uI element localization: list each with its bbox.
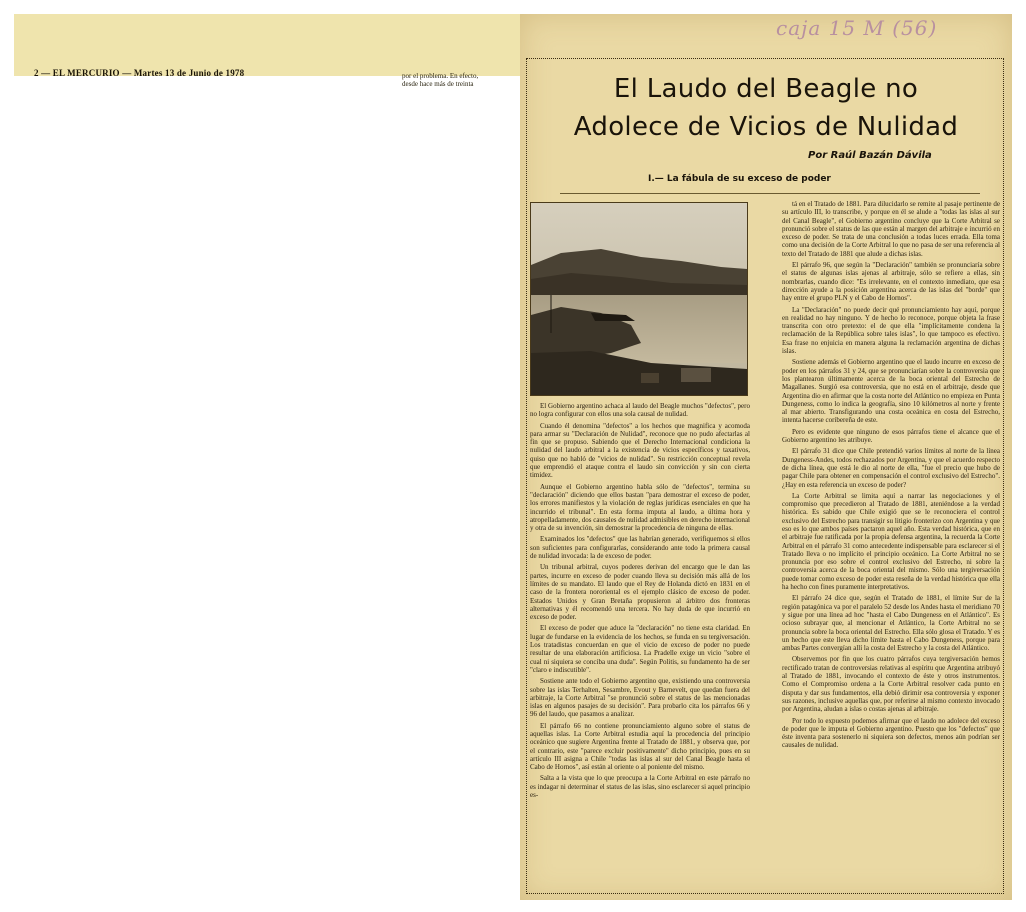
header-snippet-line2: desde hace más de treinta (402, 80, 474, 88)
article-paragraph: El Gobierno argentino achaca al laudo del Beagle muchos "defectos", pero no logra configurar con ellos una sola causal de nulidad. (530, 402, 750, 419)
article-subheading: I.— La fábula de su exceso de poder (648, 174, 831, 184)
photo-landscape-image (531, 203, 747, 395)
article-paragraph: Un tribunal arbitral, cuyos poderes derivan del encargo que le dan las partes, incurre en exceso de poder cuando lleva su decisión más allá de los límites de su mandato. El laudo que el Rey de Holanda dictó en 1831 en el caso de la frontera nororiental es el ejemplo clásico de exceso de poder. Estados Unidos y Gran Bretaña propusieron al árbitro dos fronteras alternativas y él recomendó una tercera. No hay duda de que incurrió en exceso de poder. (530, 563, 750, 622)
article-paragraph: Pero es evidente que ninguno de esos párrafos tiene el alcance que el Gobierno argentino les atribuye. (782, 427, 1000, 445)
subheading-rule (560, 193, 980, 194)
article-paragraph: El párrafo 66 no contiene pronunciamiento alguno sobre el status de aquellas islas. La Corte Arbitral estudia aquí la procedencia del principio oceánico que sugiere Argentina frente al Tratado de 1881, y observa que, por el contrario, este "parece excluir positivamente" dicho principio, pues en su artículo III asigna a Chile "todas las islas al sur del Canal Beagle hasta el Cabo de Hornos", así están al oriente o al poniente del mismo. (530, 721, 750, 772)
newspaper-header-line: 2 — EL MERCURIO — Martes 13 de Junio de 1978 (34, 68, 245, 78)
article-paragraph: Sostiene ante todo el Gobierno argentino que, existiendo una controversia sobre las islas Terhalten, Sesambre, Evout y Barnevelt, que quedan fuera del arbitraje, la Corte Arbitral "se pronunció sobre el status de las mencionadas islas en algunos pasajes de su decisión". Para probarlo cita los párrafos 66 y 96 del laudo, que pasamos a analizar. (530, 677, 750, 719)
headline-line-1: El Laudo del Beagle no (613, 74, 919, 104)
newspaper-clipping (520, 14, 1012, 900)
article-paragraph: Cuando él denomina "defectos" a los hechos que magnifica y acomoda para armar su "Declaración de Nulidad", reconoce que no pudo afectarlas al fin que se propuso. Sabiendo que el Derecho Internacional condiciona la nulidad del laudo arbitral a la existencia de vicios específicos y taxativos, quiso que no habló de "vicios de nulidad". Su restricción conceptual revela que emprendió el ataque contra el laudo sin convicción y sin con cierta timidez. (530, 421, 750, 480)
byline: Por Raúl Bazán Dávila (808, 150, 932, 161)
article-right-column (782, 200, 1000, 890)
article-paragraph: tá en el Tratado de 1881. Para dilucidarlo se remite al pasaje pertinente de su artículo III, lo transcribe, y porque en él se alude a "todas las islas al sur del Canal Beagle", el Gobierno argentino concluye que la Corte Arbitral se pronunció sobre el status de las que están al margen del arbitraje e incurrió en exceso de poder. Se trata de una conclusión a todas luces errada. Ella toma como una decisión de la Corte Arbitral lo que no pasa de ser una referencia al texto del Tratado de 1881 que alude a dichas islas. (782, 200, 1000, 258)
headline-line-2: Adolece de Vicios de Nulidad (573, 112, 959, 142)
article-paragraph: El exceso de poder que aduce la "declaración" no tiene esta claridad. En lugar de fundarse en la evidencia de los hechos, se funda en su tergiversación. Los tratadistas concuerdan en que el vicio de exceso de poder no puede resultar de una elaboración artificiosa. La Pradelle exige un vicio "sobre el cual ni siquiera se conciba una duda". Según Politis, su fundamento ha de ser "claro e indiscutible". (530, 624, 750, 674)
article-paragraph: El párrafo 31 dice que Chile pretendió varios límites al norte de la línea Dungeness-Andes, todos rechazados por Argentina, y que el acuerdo respecto de dicha línea, que está le dio al norte de ella, "fue el precio que hubo de pagar Chile para obtener en compensación el control exclusivo del Estrecho". ¿Hay en esta referencia un exceso de poder? (782, 447, 1000, 489)
article-photo (530, 202, 748, 396)
archive-handwritten-note: caja 15 M (56) (776, 16, 938, 40)
article-paragraph: Por todo lo expuesto podemos afirmar que el laudo no adolece del exceso de poder que le imputa el Gobierno argentino. Puesto que los "defectos" que éste inventa para sostenerlo ni siquiera son defectos, menos aún podrían ser causales de nulidad. (782, 716, 1000, 750)
article-paragraph: Sostiene además el Gobierno argentino que el laudo incurre en exceso de poder en los párrafos 31 y 24, que se pronunciarían sobre la controversia que los plantearon últimamente acerca de la boca oriental del Estrecho de Magallanes. Surgió esa controversia, que no está en el arbitraje, desde que Argentina dio en afirmar que la costa norte del Atlántico no empieza en Punta Dungeness, como lo indica la geografía, sino 10 kilómetros al norte y frente al mar abierto. Transfigurando una costa oceánica en costa del Estrecho, intenta hacerse coribereña de este. (782, 358, 1000, 425)
article-paragraph: Examinados los "defectos" que las habrían generado, verifiquemos si ellos son suficientes para configurarlas, considerando ante todo la primera causal de nulidad invocada: la de exceso de poder. (530, 535, 750, 561)
header-snippet-line1: por el problema. En efecto, (402, 72, 479, 80)
newspaper-header-strip (14, 14, 520, 88)
article-paragraph: El párrafo 96, que según la "Declaración" también se pronunciaría sobre el status de algunas islas ajenas al arbitraje, sólo se refiere a ellas, sin nombrarlas, cuando dice: "Es irrelevante, en el contexto inmediato, que esa dirección ayude a la posición argentina acerca de las islas del "borde" que hay entre el grupo PLN y el Cabo de Hornos". (782, 261, 1000, 303)
article-paragraph: El párrafo 24 dice que, según el Tratado de 1881, el límite Sur de la región patagónica va por el paralelo 52 desde los Andes hasta el meridiano 70 y sigue por una línea ad hoc "hasta el Cabo Dungeness en el Atlántico". Es ocioso subrayar que, al mencionar el Atlántico, la Corte Arbitral no se pronuncia sobre la boca oriental del Estrecho. Ella sólo glosa el Tratado. Y es un hecho que este lleva dicho límite hasta el Cabo Dungeness, porque para ambas Partes convergían allí la costa del Estrecho y la costa del Atlántico. (782, 594, 1000, 653)
header-text-snippet (402, 72, 478, 88)
article-paragraph: Salta a la vista que lo que preocupa a la Corte Arbitral en este párrafo no es indagar ni determinar el status de las islas, sino esclarecer si aquel principio es- (530, 774, 750, 800)
article-paragraph: Aunque el Gobierno argentino habla sólo de "defectos", termina su "declaración" diciendo que ellos bastan "para demostrar el exceso de poder, los errores manifiestos y la violación de reglas jurídicas esenciales en que ha incurrido el tribunal". En esta forma imputa al laudo, a última hora y atropelladamente, dos causales de nulidad admisibles en derecho internacional y otra de su invención, sin demostrar la procedencia de ninguna de ellas. (530, 482, 750, 533)
article-paragraph: La Corte Arbitral se limita aquí a narrar las negociaciones y el compromiso que precedieron al Tratado de 1881, ateniéndose a la verdad histórica. Es sabido que Chile exigió que se le reconociera el control exclusivo del Estrecho para transigir su litigio fronterizo con Argentina y que eso es lo que ambos países pactaron aquel año. Esta verdad histórica, que en el arbitraje fue ratificada por la propia defensa argentina, la recuerda la Corte Arbitral en el párrafo 31 como antecedente indispensable para esclarecer si el Tratado lleva o no implícito el principio oceánico. La Corte Arbitral no se pronuncia por eso sobre el control exclusivo del Estrecho, ni sobre la controversia acerca de la boca oriental del mismo. Sólo una tergiversación puede tomar como exceso de poder esta reseña de la verdad histórica que ella ha hecho con fines puramente interpretativos. (782, 491, 1000, 592)
article-paragraph: La "Declaración" no puede decir qué pronunciamiento hay aquí, porque en realidad no hay ninguno. Y de hecho lo reconoce, porque objeta la frase transcrita con otro pretexto: el de que ella "implícitamente condena la reclamación de la República sobre tales islas", lo que tampoco es efectivo. Esa frase no enjuicia en manera alguna la reclamación argentina de dichas islas. (782, 305, 1000, 356)
article-paragraph: Observemos por fin que los cuatro párrafos cuya tergiversación hemos rectificado tratan de controversias relativas al espíritu que Argentina atribuyó al Tratado de 1881, invocando el contexto de éste y otros instrumentos. Como el Compromiso ordena a la Corte Arbitral resolver cada punto en disputa y dar sus fundamentos, ella debió dirimir esa controversia y exponer sus razones, inclusive aquellas que, por referirse al mismo contexto invocado por Argentina, aludan a islas o costas ajenas al arbitraje. (782, 655, 1000, 714)
article-left-column (530, 402, 750, 888)
